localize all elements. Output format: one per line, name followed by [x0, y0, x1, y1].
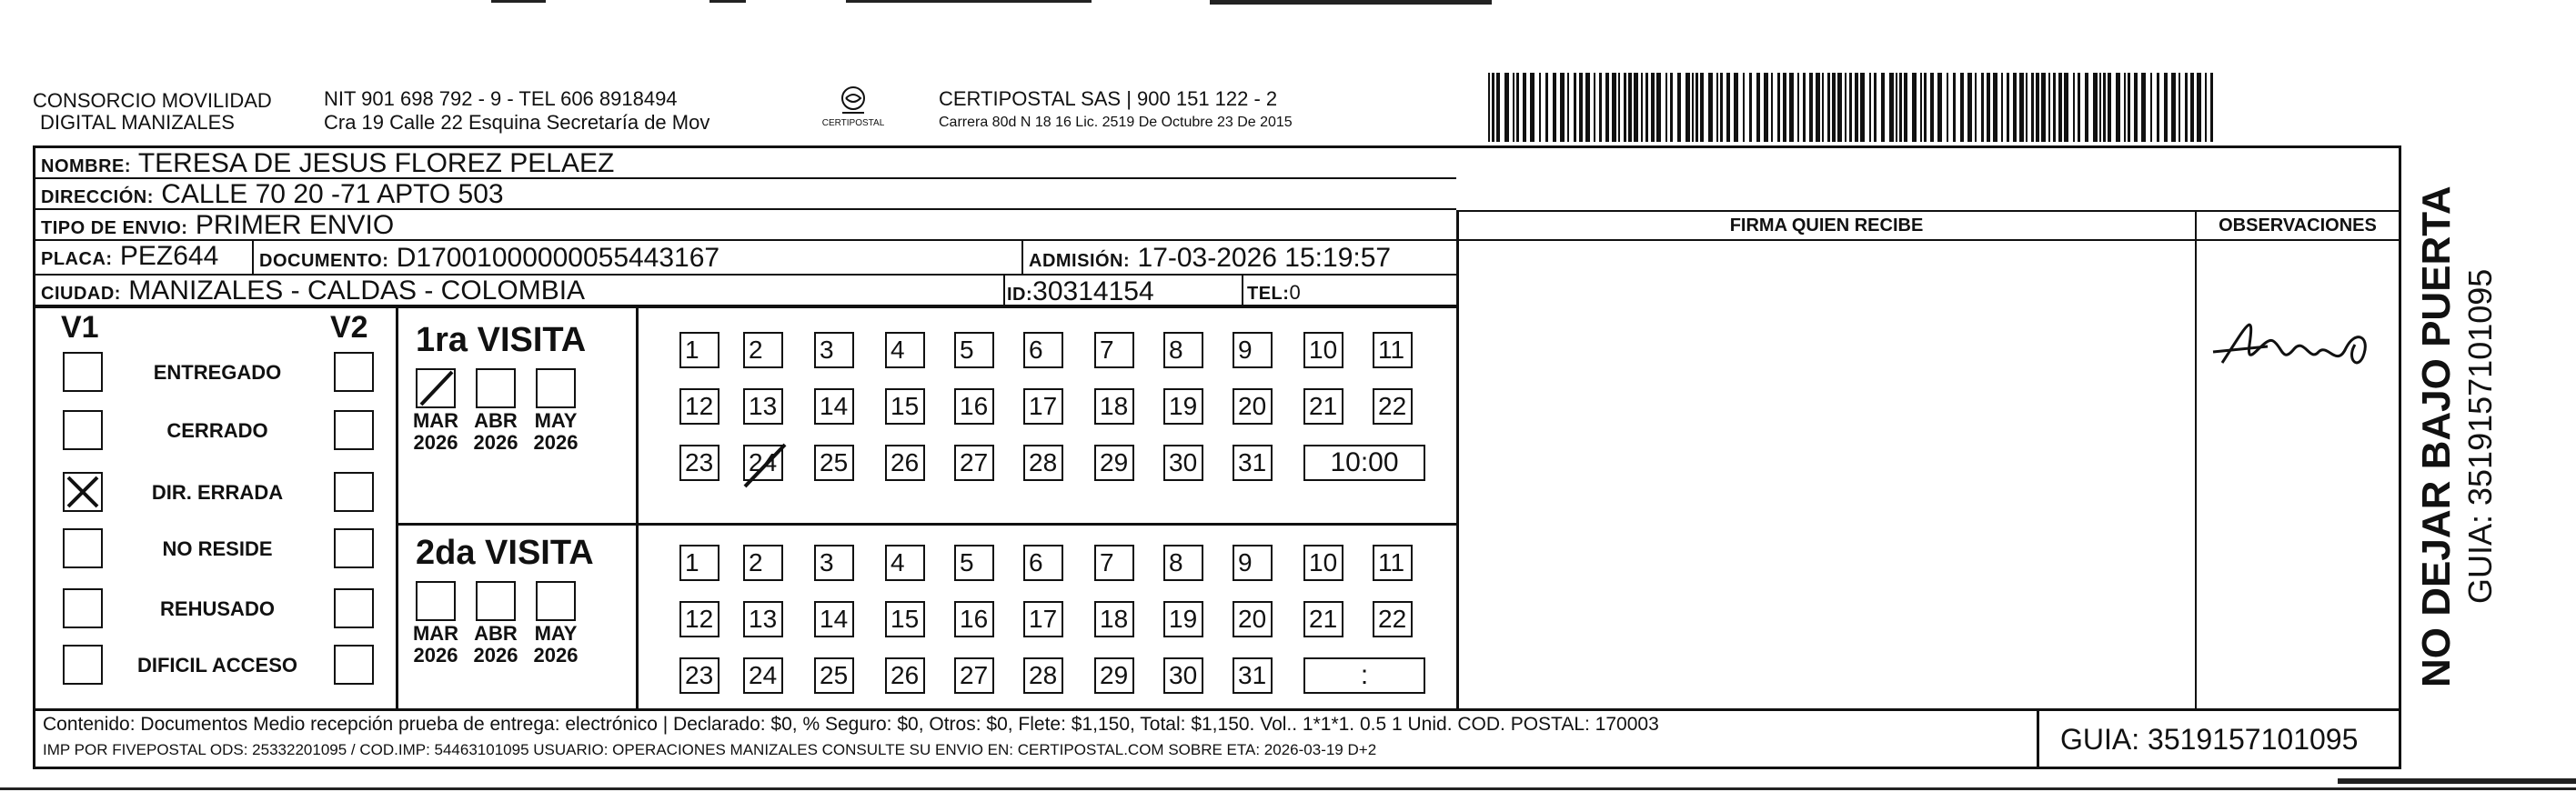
- month-label: ABR 2026: [473, 409, 518, 454]
- v1-checkbox[interactable]: [63, 645, 103, 685]
- row-nombre: [35, 148, 1456, 179]
- day-box[interactable]: 24: [743, 445, 783, 481]
- day-box[interactable]: 8: [1163, 332, 1203, 368]
- company-name-line2: DIGITAL MANIZALES: [40, 111, 235, 134]
- day-box[interactable]: 31: [1233, 657, 1273, 694]
- day-box[interactable]: 6: [1023, 332, 1063, 368]
- delivery-form: [33, 145, 2401, 769]
- divider: [1456, 239, 2399, 241]
- id-value: 30314154: [1032, 276, 1154, 306]
- divider: [2195, 210, 2197, 708]
- day-box[interactable]: 9: [1233, 545, 1273, 581]
- day-box[interactable]: 7: [1094, 545, 1134, 581]
- divider: [1021, 241, 1023, 276]
- ciudad-value: MANIZALES - CALDAS - COLOMBIA: [128, 276, 586, 306]
- tel-label: TEL:: [1247, 284, 1290, 304]
- scan-artifact: [846, 0, 1092, 3]
- month-checkbox[interactable]: [476, 368, 516, 408]
- month-checkbox[interactable]: [536, 368, 576, 408]
- divider: [1242, 276, 1243, 306]
- month-checkbox[interactable]: [416, 368, 456, 408]
- day-box[interactable]: 10: [1303, 545, 1343, 581]
- address-line: Cra 19 Calle 22 Esquina Secretaría de Mov: [324, 111, 710, 134]
- v2-checkbox[interactable]: [334, 588, 374, 628]
- admision-field: [1029, 243, 1391, 276]
- scan-artifact: [709, 0, 746, 3]
- nombre-label: NOMBRE:: [41, 156, 132, 176]
- day-box[interactable]: 1: [679, 545, 719, 581]
- print-info-line: IMP POR FIVEPOSTAL ODS: 25332201095 / COD.IMP: 54463101095 USUARIO: OPERACIONES MANIZALES CONSULTE SU ENVIO EN: CERTIPOSTAL.COM SOBRE ETA: 2026-03-19 D+2: [43, 741, 1377, 758]
- day-box[interactable]: 10: [1303, 332, 1343, 368]
- status-option-label: NO RESIDE: [162, 537, 273, 560]
- observaciones-header: OBSERVACIONES: [2219, 216, 2377, 236]
- status-option-label: REHUSADO: [160, 597, 275, 620]
- first-visit-title: 1ra VISITA: [416, 321, 587, 359]
- day-box[interactable]: 6: [1023, 545, 1063, 581]
- documento-field: [259, 243, 719, 276]
- scan-artifact: [0, 787, 2576, 790]
- day-box[interactable]: 11: [1373, 332, 1413, 368]
- v1-checkbox[interactable]: [63, 528, 103, 568]
- documento-value: D17001000000055443167: [396, 243, 720, 273]
- row-direccion: [35, 179, 1456, 210]
- day-box[interactable]: 22: [1373, 388, 1413, 425]
- logo-caption: CERTIPOSTAL: [821, 118, 885, 128]
- day-box[interactable]: 17: [1023, 601, 1063, 637]
- month-label: MAR 2026: [412, 622, 459, 667]
- day-box[interactable]: 20: [1233, 388, 1273, 425]
- placa-label: PLACA:: [41, 249, 113, 269]
- id-label: ID:: [1007, 285, 1033, 305]
- day-box[interactable]: 25: [814, 445, 854, 481]
- day-box[interactable]: 5: [954, 332, 994, 368]
- day-box[interactable]: 16: [954, 601, 994, 637]
- day-box[interactable]: 5: [954, 545, 994, 581]
- day-box[interactable]: 19: [1163, 601, 1203, 637]
- tipo-label: TIPO DE ENVIO:: [41, 218, 188, 238]
- day-box[interactable]: 16: [954, 388, 994, 425]
- day-box[interactable]: 27: [954, 657, 994, 694]
- certipostal-line2: Carrera 80d N 18 16 Lic. 2519 De Octubre 23 De 2015: [939, 115, 1293, 130]
- divider: [35, 306, 1456, 308]
- firma-header: FIRMA QUIEN RECIBE: [1729, 216, 1924, 236]
- v1-checkbox[interactable]: [63, 588, 103, 628]
- day-box[interactable]: 2: [743, 332, 783, 368]
- barcode: [1488, 73, 2225, 142]
- ciudad-label: CIUDAD:: [41, 284, 121, 304]
- day-box[interactable]: 13: [743, 601, 783, 637]
- content-line: Contenido: Documentos Medio recepción prueba de entrega: electrónico | Declarado: $0, % Seguro: $0, Otros: $0, Flete: $1,150, Total: $1,150. Vol.. 1*1*1. 0.5 1 Unid. COD. POSTAL: 170003: [43, 714, 1659, 735]
- day-box[interactable]: 4: [885, 332, 925, 368]
- day-box[interactable]: 13: [743, 388, 783, 425]
- divider: [1456, 210, 1459, 708]
- divider: [252, 241, 254, 276]
- scan-artifact: [1210, 0, 1492, 5]
- direccion-label: DIRECCIÓN:: [41, 187, 154, 207]
- day-box[interactable]: 21: [1303, 601, 1343, 637]
- v1-checkbox[interactable]: [63, 352, 103, 392]
- divider: [396, 523, 1456, 526]
- month-label: MAY 2026: [533, 409, 579, 454]
- second-visit-title: 2da VISITA: [416, 534, 594, 572]
- certipostal-logo: [815, 82, 891, 136]
- row-tipo: [35, 210, 1456, 241]
- month-checkbox[interactable]: [476, 581, 516, 621]
- month-label: MAY 2026: [533, 622, 579, 667]
- day-box[interactable]: 24: [743, 657, 783, 694]
- scan-artifact: [2338, 778, 2576, 784]
- day-box[interactable]: 3: [814, 545, 854, 581]
- day-box[interactable]: 12: [679, 601, 719, 637]
- v2-header: V2: [330, 310, 368, 345]
- status-option-label: DIR. ERRADA: [151, 481, 284, 504]
- day-box[interactable]: 26: [885, 445, 925, 481]
- day-box[interactable]: 30: [1163, 657, 1203, 694]
- divider: [2037, 708, 2039, 767]
- day-box[interactable]: 14: [814, 388, 854, 425]
- divider: [1003, 276, 1005, 306]
- nombre-value: TERESA DE JESUS FLOREZ PELAEZ: [137, 148, 615, 178]
- no-dejar-bajo-puerta: NO DEJAR BAJO PUERTA: [2414, 185, 2459, 687]
- v2-checkbox[interactable]: [334, 352, 374, 392]
- day-box[interactable]: 18: [1094, 388, 1134, 425]
- day-box[interactable]: 12: [679, 388, 719, 425]
- status-option-label: ENTREGADO: [153, 361, 282, 384]
- first-visit-time[interactable]: 10:00: [1303, 445, 1425, 481]
- day-box[interactable]: 2: [743, 545, 783, 581]
- tel-field: [1247, 281, 1301, 306]
- day-box[interactable]: 30: [1163, 445, 1203, 481]
- day-box[interactable]: 22: [1373, 601, 1413, 637]
- month-checkbox[interactable]: [536, 581, 576, 621]
- v2-checkbox[interactable]: [334, 645, 374, 685]
- v2-checkbox[interactable]: [334, 472, 374, 512]
- day-box[interactable]: 4: [885, 545, 925, 581]
- month-checkbox[interactable]: [416, 581, 456, 621]
- day-box[interactable]: 29: [1094, 657, 1134, 694]
- second-visit-time[interactable]: :: [1303, 657, 1425, 694]
- signature-mark: [2209, 299, 2391, 390]
- day-box[interactable]: 3: [814, 332, 854, 368]
- day-box[interactable]: 28: [1023, 445, 1063, 481]
- direccion-value: CALLE 70 20 -71 APTO 503: [161, 179, 504, 209]
- status-option-label: CERRADO: [166, 419, 268, 442]
- v1-checkbox[interactable]: [63, 472, 103, 512]
- divider: [396, 306, 398, 708]
- day-box[interactable]: 31: [1233, 445, 1273, 481]
- day-box[interactable]: 7: [1094, 332, 1134, 368]
- day-box[interactable]: 27: [954, 445, 994, 481]
- month-label: MAR 2026: [412, 409, 459, 454]
- day-box[interactable]: 15: [885, 601, 925, 637]
- v2-checkbox[interactable]: [334, 410, 374, 450]
- status-option-label: DIFICIL ACCESO: [136, 654, 297, 677]
- v2-checkbox[interactable]: [334, 528, 374, 568]
- divider: [1456, 210, 2399, 212]
- day-box[interactable]: 9: [1233, 332, 1273, 368]
- admision-label: ADMISIÓN:: [1029, 251, 1131, 271]
- day-box[interactable]: 17: [1023, 388, 1063, 425]
- day-box[interactable]: 29: [1094, 445, 1134, 481]
- divider: [636, 306, 639, 708]
- tel-value: 0: [1289, 281, 1301, 304]
- scan-artifact: [491, 0, 546, 3]
- admision-value: 17-03-2026 15:19:57: [1137, 243, 1392, 273]
- day-box[interactable]: 28: [1023, 657, 1063, 694]
- day-box[interactable]: 8: [1163, 545, 1203, 581]
- day-box[interactable]: 18: [1094, 601, 1134, 637]
- id-field: [1007, 277, 1154, 309]
- day-box[interactable]: 26: [885, 657, 925, 694]
- day-box[interactable]: 1: [679, 332, 719, 368]
- day-box[interactable]: 21: [1303, 388, 1343, 425]
- guia-footer: GUIA: 3519157101095: [2060, 723, 2359, 756]
- placa-value: PEZ644: [119, 241, 219, 271]
- day-box[interactable]: 23: [679, 445, 719, 481]
- guia-side: GUIA: 3519157101095: [2461, 268, 2499, 604]
- day-box[interactable]: 23: [679, 657, 719, 694]
- day-box[interactable]: 20: [1233, 601, 1273, 637]
- tipo-value: PRIMER ENVIO: [195, 210, 395, 240]
- month-label: ABR 2026: [473, 622, 518, 667]
- nit-line: NIT 901 698 792 - 9 - TEL 606 8918494: [324, 87, 678, 110]
- day-box[interactable]: 14: [814, 601, 854, 637]
- v1-header: V1: [61, 310, 99, 345]
- certipostal-line1: CERTIPOSTAL SAS | 900 151 122 - 2: [939, 87, 1278, 110]
- v1-checkbox[interactable]: [63, 410, 103, 450]
- divider: [35, 708, 2399, 711]
- day-box[interactable]: 19: [1163, 388, 1203, 425]
- day-box[interactable]: 15: [885, 388, 925, 425]
- documento-label: DOCUMENTO:: [259, 251, 389, 271]
- day-box[interactable]: 25: [814, 657, 854, 694]
- day-box[interactable]: 11: [1373, 545, 1413, 581]
- company-name-line1: CONSORCIO MOVILIDAD: [33, 89, 272, 112]
